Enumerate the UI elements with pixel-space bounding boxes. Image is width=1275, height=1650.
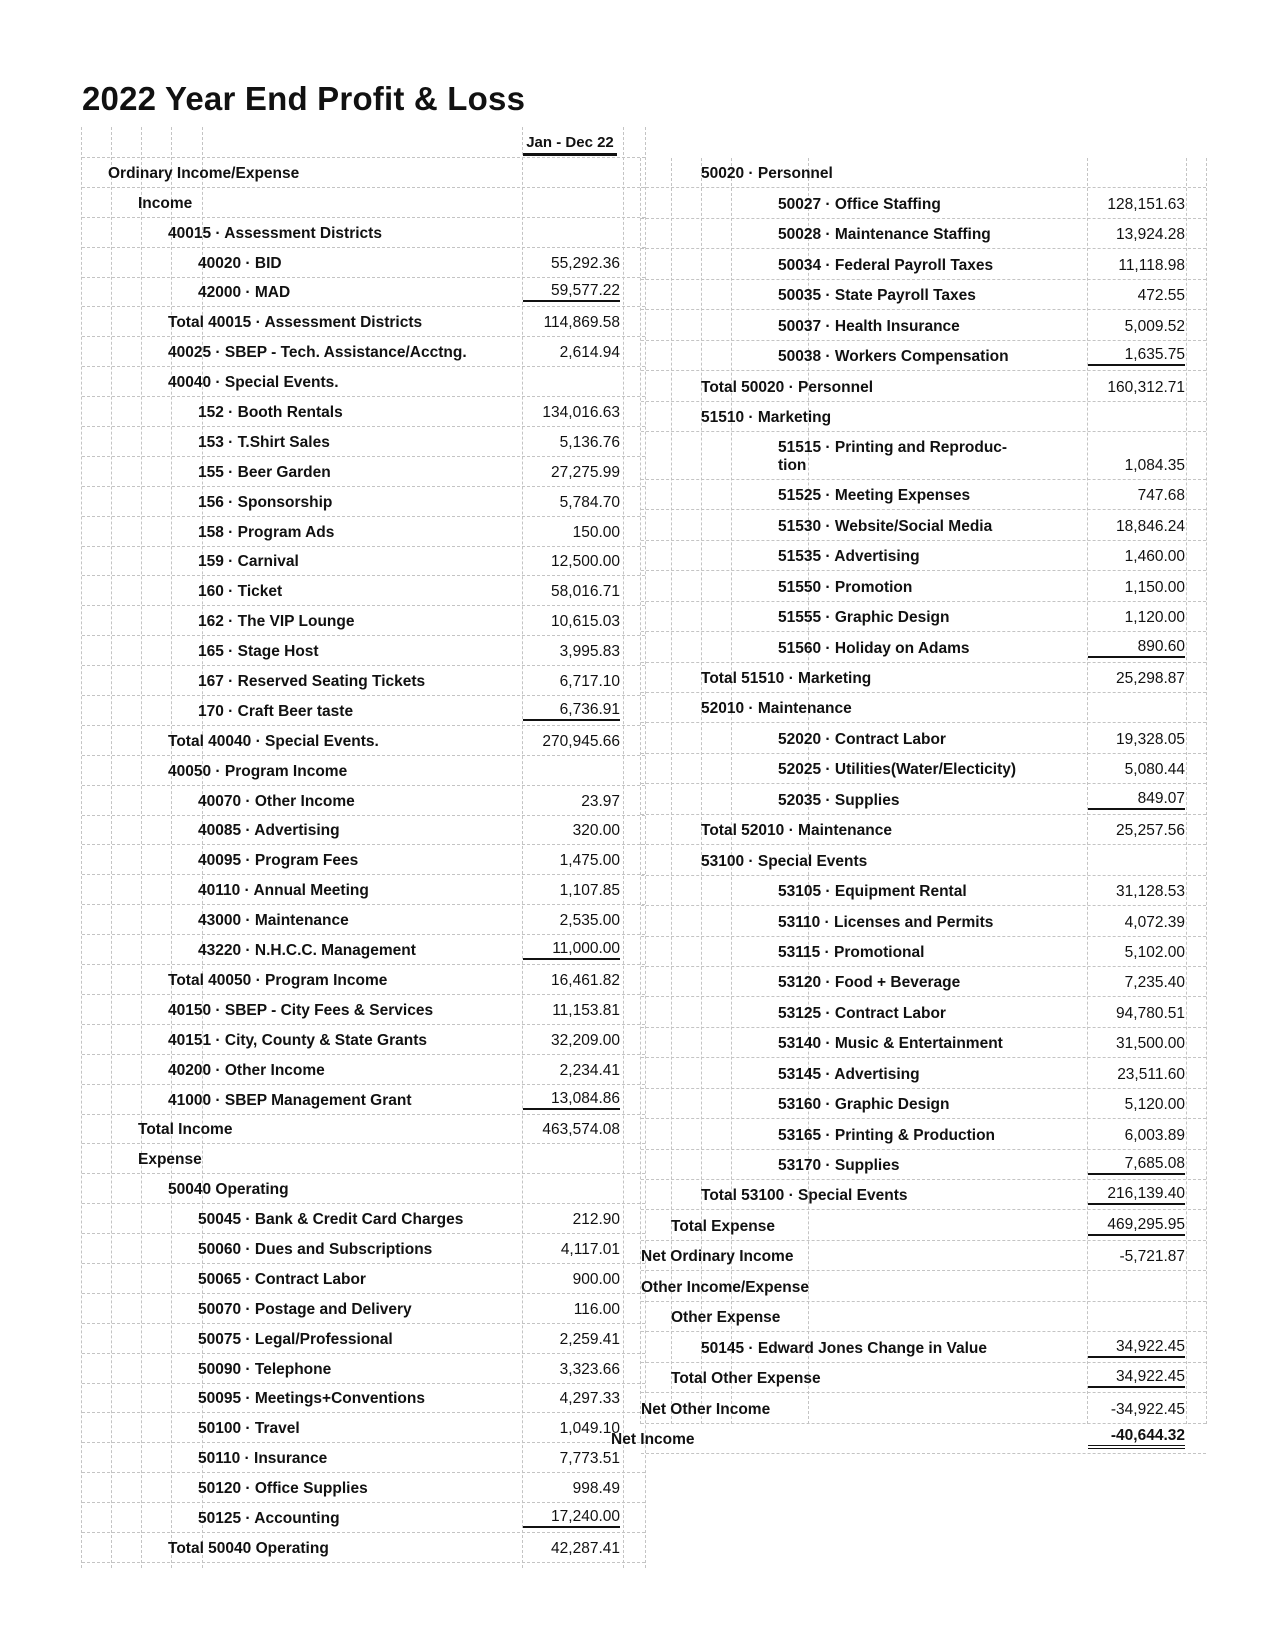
table-row: [641, 1028, 1206, 1058]
row-label: 40200 · Other Income: [168, 1061, 325, 1079]
row-amount: 34,922.45: [1088, 1338, 1185, 1358]
row-label: 40025 · SBEP - Tech. Assistance/Acctng.: [168, 344, 467, 362]
row-amount: 1,635.75: [1088, 346, 1185, 366]
row-label: 53110 · Licenses and Permits: [778, 913, 994, 931]
row-label: 51535 · Advertising: [778, 548, 920, 566]
row-amount: 1,460.00: [1124, 548, 1185, 566]
table-row: [82, 1025, 645, 1055]
row-amount: 2,259.41: [559, 1330, 620, 1348]
table-row: [641, 341, 1206, 371]
row-label: 50037 · Health Insurance: [778, 317, 960, 335]
row-label-line2: tion: [778, 456, 807, 474]
table-row: [82, 1413, 645, 1443]
row-amount: 900.00: [572, 1270, 620, 1288]
row-label: 40070 · Other Income: [198, 792, 355, 810]
table-row: [641, 1089, 1206, 1119]
period-header: Jan - Dec 22: [523, 134, 617, 156]
row-label: Total 51510 · Marketing: [701, 670, 872, 687]
table-row: [641, 541, 1206, 571]
table-row: [641, 906, 1206, 936]
row-amount: 25,298.87: [1116, 670, 1185, 687]
row-amount: 59,577.22: [523, 282, 620, 302]
table-row: [641, 602, 1206, 632]
table-row: [641, 280, 1206, 310]
table-row: [82, 1115, 645, 1145]
table-row: [641, 219, 1206, 249]
table-row: [641, 510, 1206, 540]
row-label: Total 52010 · Maintenance: [701, 822, 892, 840]
row-amount: 17,240.00: [523, 1508, 620, 1528]
table-row: [82, 487, 645, 517]
row-label: 50110 · Insurance: [198, 1450, 328, 1468]
row-amount: 212.90: [572, 1211, 620, 1229]
row-amount: 19,328.05: [1116, 730, 1185, 748]
row-amount: 10,615.03: [551, 613, 620, 631]
row-amount: 34,922.45: [1088, 1368, 1185, 1388]
row-label: Net Ordinary Income: [641, 1248, 794, 1266]
row-label: Net Other Income: [641, 1400, 771, 1418]
row-label: Total Income: [138, 1121, 233, 1139]
right-rows: [611, 158, 1206, 1454]
table-row: [82, 517, 645, 547]
row-label: 53140 · Music & Entertainment: [778, 1035, 1003, 1053]
table-row: [82, 1384, 645, 1414]
row-amount: 6,736.91: [523, 701, 620, 721]
row-amount: 94,780.51: [1116, 1004, 1185, 1022]
table-row: [82, 1354, 645, 1384]
table-row: [82, 457, 645, 487]
left-column: [81, 127, 646, 1568]
table-row: [641, 1271, 1206, 1301]
row-label: 51510 · Marketing: [701, 408, 832, 426]
row-label: Total Expense: [671, 1217, 775, 1235]
row-label: 51555 · Graphic Design: [778, 609, 950, 627]
row-amount: 5,080.44: [1124, 761, 1185, 779]
table-row: [82, 188, 645, 218]
table-row: [82, 427, 645, 457]
table-row: [82, 875, 645, 905]
row-amount: 998.49: [572, 1480, 620, 1498]
row-amount: 25,257.56: [1116, 822, 1185, 840]
row-amount: 31,128.53: [1116, 883, 1185, 901]
row-label: 41000 · SBEP Management Grant: [168, 1091, 412, 1109]
report-title: 2022 Year End Profit & Loss: [82, 80, 526, 117]
table-row: [641, 1180, 1206, 1210]
row-label: 40015 · Assessment Districts: [168, 224, 382, 242]
row-amount: 7,685.08: [1088, 1155, 1185, 1175]
row-label: Income: [138, 194, 193, 212]
row-amount: 150.00: [572, 523, 620, 541]
table-row: [641, 1210, 1206, 1240]
table-row: [641, 693, 1206, 723]
row-label: 40020 · BID: [198, 254, 282, 272]
row-label: 160 · Ticket: [198, 583, 283, 601]
row-label: 53120 · Food + Beverage: [778, 974, 961, 992]
row-label: Expense: [138, 1151, 202, 1169]
row-label: 50038 · Workers Compensation: [778, 348, 1009, 366]
table-row: [82, 218, 645, 248]
row-label: 52010 · Maintenance: [701, 700, 852, 718]
row-amount: 1,084.35: [1124, 456, 1185, 474]
table-row: [641, 1119, 1206, 1149]
table-row: [641, 845, 1206, 875]
table-row: [641, 1150, 1206, 1180]
row-amount: 11,118.98: [1118, 256, 1185, 274]
table-row: [82, 397, 645, 427]
row-label: 50065 · Contract Labor: [198, 1270, 366, 1288]
table-row: [82, 1294, 645, 1324]
row-amount: 11,153.81: [552, 1001, 620, 1019]
row-label: 159 · Carnival: [198, 553, 299, 571]
table-row: [82, 995, 645, 1025]
row-label: 167 · Reserved Seating Tickets: [198, 673, 426, 691]
table-row: [82, 845, 645, 875]
row-label-line1: 51515 · Printing and Reproduc-: [778, 438, 1008, 456]
table-row: [82, 1234, 645, 1264]
table-row: [641, 158, 1206, 188]
table-row: [611, 1424, 1206, 1454]
table-row: [82, 1264, 645, 1294]
table-row: [82, 1443, 645, 1473]
row-amount: 23,511.60: [1117, 1065, 1185, 1083]
row-amount: 5,009.52: [1124, 317, 1185, 335]
table-row: [82, 1473, 645, 1503]
table-row: [641, 480, 1206, 510]
row-amount: 7,235.40: [1124, 974, 1185, 992]
row-amount: 32,209.00: [551, 1031, 620, 1049]
row-amount: 469,295.95: [1088, 1216, 1185, 1236]
column-header-row: [82, 127, 645, 158]
table-row: [82, 636, 645, 666]
table-row: [641, 432, 1206, 480]
row-label: 53125 · Contract Labor: [778, 1004, 946, 1022]
table-row: [82, 278, 645, 308]
row-amount: 7,773.51: [559, 1450, 620, 1468]
row-label: 52020 · Contract Labor: [778, 730, 946, 748]
row-amount: -40,644.32: [1088, 1427, 1185, 1449]
table-row: [641, 1241, 1206, 1271]
table-row: [641, 402, 1206, 432]
table-row: [641, 632, 1206, 662]
row-amount: 4,297.33: [559, 1390, 620, 1408]
row-amount: 5,120.00: [1124, 1096, 1185, 1114]
row-amount: 3,323.66: [559, 1360, 620, 1378]
table-row: [82, 816, 645, 846]
row-label: Total Other Expense: [671, 1370, 821, 1388]
row-label: 53105 · Equipment Rental: [778, 883, 967, 901]
row-amount: 216,139.40: [1088, 1185, 1185, 1205]
row-label: 51530 · Website/Social Media: [778, 517, 993, 535]
row-amount: 5,136.76: [559, 433, 620, 451]
row-amount: 2,234.41: [559, 1061, 620, 1079]
row-label: 50075 · Legal/Professional: [198, 1330, 393, 1348]
row-amount: 12,500.00: [551, 553, 620, 571]
row-label: 50040 Operating: [168, 1181, 289, 1199]
row-amount: 55,292.36: [551, 254, 620, 272]
table-row: [641, 371, 1206, 401]
row-label: Total 50020 · Personnel: [701, 378, 873, 396]
row-amount: 42,287.41: [551, 1539, 620, 1557]
row-amount: 18,846.24: [1116, 517, 1185, 535]
row-amount: 463,574.08: [542, 1121, 620, 1139]
row-label: Total 40040 · Special Events.: [168, 732, 379, 750]
row-amount: 890.60: [1088, 638, 1185, 658]
row-label: 43000 · Maintenance: [198, 912, 349, 930]
table-row: [641, 310, 1206, 340]
table-row: [641, 754, 1206, 784]
row-label: 50060 · Dues and Subscriptions: [198, 1240, 433, 1258]
row-label: 40150 · SBEP - City Fees & Services: [168, 1001, 434, 1019]
table-row: [82, 935, 645, 965]
table-row: [82, 1055, 645, 1085]
row-label: 51560 · Holiday on Adams: [778, 639, 970, 657]
row-label: Other Income/Expense: [641, 1278, 809, 1296]
row-amount: 134,016.63: [542, 404, 620, 422]
row-label: 162 · The VIP Lounge: [198, 613, 355, 631]
row-amount: 5,102.00: [1124, 943, 1185, 961]
row-amount: 747.68: [1137, 487, 1185, 505]
row-amount: 114,869.58: [543, 314, 620, 332]
table-row: [641, 784, 1206, 814]
table-row: [641, 571, 1206, 601]
row-label: 155 · Beer Garden: [198, 463, 331, 481]
row-label: 40110 · Annual Meeting: [198, 882, 369, 900]
row-amount: -34,922.45: [1110, 1400, 1185, 1418]
row-amount: 27,275.99: [551, 463, 620, 481]
row-label: Total 40015 · Assessment Districts: [168, 314, 423, 332]
table-row: [82, 1324, 645, 1354]
row-amount: 160,312.71: [1107, 378, 1185, 396]
row-amount: 2,614.94: [559, 344, 620, 362]
row-label: 165 · Stage Host: [198, 643, 319, 661]
row-label: Ordinary Income/Expense: [108, 164, 300, 182]
row-label: 52035 · Supplies: [778, 791, 900, 809]
table-row: [82, 786, 645, 816]
table-row: [641, 723, 1206, 753]
row-label: Net Income: [611, 1430, 695, 1448]
table-row: [82, 547, 645, 577]
row-label: 158 · Program Ads: [198, 523, 335, 541]
row-label: 153 · T.Shirt Sales: [198, 433, 330, 451]
row-amount: 6,717.10: [559, 673, 620, 691]
row-label: 50100 · Travel: [198, 1420, 300, 1438]
row-label: 152 · Booth Rentals: [198, 404, 343, 422]
row-amount: 128,151.63: [1107, 195, 1185, 213]
table-row: [82, 726, 645, 756]
row-amount: 2,535.00: [559, 912, 620, 930]
row-label: 50028 · Maintenance Staffing: [778, 226, 991, 244]
row-amount: 11,000.00: [523, 940, 620, 960]
table-row: [641, 815, 1206, 845]
table-row: [641, 188, 1206, 218]
row-label: 50035 · State Payroll Taxes: [778, 287, 976, 305]
row-label: 50045 · Bank & Credit Card Charges: [198, 1211, 464, 1229]
table-row: [641, 967, 1206, 997]
row-label: 50034 · Federal Payroll Taxes: [778, 256, 994, 274]
row-label: 50027 · Office Staffing: [778, 195, 941, 213]
table-row: [82, 1503, 645, 1533]
table-row: [82, 965, 645, 995]
row-label: 40085 · Advertising: [198, 822, 340, 840]
right-column: [611, 158, 1207, 1448]
row-amount: 3,995.83: [559, 643, 620, 661]
table-row: [82, 696, 645, 726]
row-amount: 270,945.66: [542, 732, 620, 750]
row-amount: 1,150.00: [1124, 578, 1185, 596]
row-label: 156 · Sponsorship: [198, 493, 333, 511]
table-row: [641, 663, 1206, 693]
table-row: [82, 1174, 645, 1204]
row-label: 42000 · MAD: [198, 284, 291, 302]
table-row: [82, 1144, 645, 1174]
row-amount: 16,461.82: [551, 971, 620, 989]
table-row: [641, 1302, 1206, 1332]
row-label: 53160 · Graphic Design: [778, 1096, 950, 1114]
row-label: 50120 · Office Supplies: [198, 1480, 368, 1498]
row-amount: 1,107.85: [559, 882, 620, 900]
row-amount: 1,475.00: [559, 852, 620, 870]
row-label: 52025 · Utilities(Water/Electicity): [778, 761, 1017, 779]
row-amount: 1,049.10: [559, 1420, 620, 1438]
row-label: 40040 · Special Events.: [168, 374, 339, 392]
row-label: 51550 · Promotion: [778, 578, 913, 596]
table-row: [82, 158, 645, 188]
table-row: [82, 606, 645, 636]
row-label: [778, 439, 1007, 475]
row-amount: 1,120.00: [1124, 609, 1185, 627]
row-amount: 4,072.39: [1124, 913, 1185, 931]
row-amount: 31,500.00: [1116, 1035, 1185, 1053]
table-row: [82, 307, 645, 337]
row-label: 170 · Craft Beer taste: [198, 702, 354, 720]
row-amount: 13,924.28: [1116, 226, 1185, 244]
left-rows: [82, 158, 645, 1563]
row-amount: 23.97: [581, 792, 620, 810]
row-amount: 849.07: [1088, 790, 1185, 810]
row-label: 50090 · Telephone: [198, 1360, 332, 1378]
table-row: [82, 367, 645, 397]
table-row: [641, 997, 1206, 1027]
table-row: [641, 1058, 1206, 1088]
row-label: 53100 · Special Events: [701, 852, 868, 870]
table-row: [82, 1533, 645, 1563]
row-label: 43220 · N.H.C.C. Management: [198, 942, 416, 960]
table-row: [641, 249, 1206, 279]
row-label: 40151 · City, County & State Grants: [168, 1031, 427, 1049]
row-label: 53165 · Printing & Production: [778, 1126, 996, 1144]
table-row: [82, 248, 645, 278]
row-amount: 472.55: [1137, 287, 1185, 305]
row-label: 50145 · Edward Jones Change in Value: [701, 1339, 987, 1357]
row-label: 40095 · Program Fees: [198, 852, 359, 870]
row-label: Total 40050 · Program Income: [168, 971, 388, 989]
table-row: [641, 1363, 1206, 1393]
row-label: 40050 · Program Income: [168, 762, 348, 780]
table-row: [82, 666, 645, 696]
table-row: [641, 937, 1206, 967]
row-amount: 6,003.89: [1124, 1126, 1185, 1144]
table-row: [82, 905, 645, 935]
table-row: [82, 337, 645, 367]
row-label: 50020 · Personnel: [701, 165, 833, 183]
row-amount: 4,117.01: [560, 1240, 620, 1258]
row-label: 53115 · Promotional: [778, 943, 925, 961]
row-label: 53170 · Supplies: [778, 1157, 900, 1174]
row-amount: 320.00: [572, 822, 620, 840]
row-amount: 5,784.70: [559, 493, 620, 511]
row-label: 53145 · Advertising: [778, 1065, 920, 1083]
row-label: 50095 · Meetings+Conventions: [198, 1390, 425, 1408]
table-row: [641, 876, 1206, 906]
table-row: [82, 576, 645, 606]
table-row: [82, 756, 645, 786]
row-label: Total 53100 · Special Events: [701, 1187, 908, 1205]
table-row: [82, 1204, 645, 1234]
row-amount: -5,721.87: [1119, 1248, 1185, 1266]
row-amount: 58,016.71: [551, 583, 620, 601]
table-row: [641, 1393, 1206, 1423]
table-row: [641, 1332, 1206, 1362]
row-label: 51525 · Meeting Expenses: [778, 487, 971, 505]
row-amount: 116.00: [573, 1300, 620, 1318]
table-row: [82, 1085, 645, 1115]
row-amount: 13,084.86: [523, 1090, 620, 1110]
row-label: 50125 · Accounting: [198, 1509, 340, 1527]
row-label: Total 50040 Operating: [168, 1539, 329, 1557]
row-label: Other Expense: [671, 1309, 781, 1327]
row-label: 50070 · Postage and Delivery: [198, 1300, 412, 1318]
